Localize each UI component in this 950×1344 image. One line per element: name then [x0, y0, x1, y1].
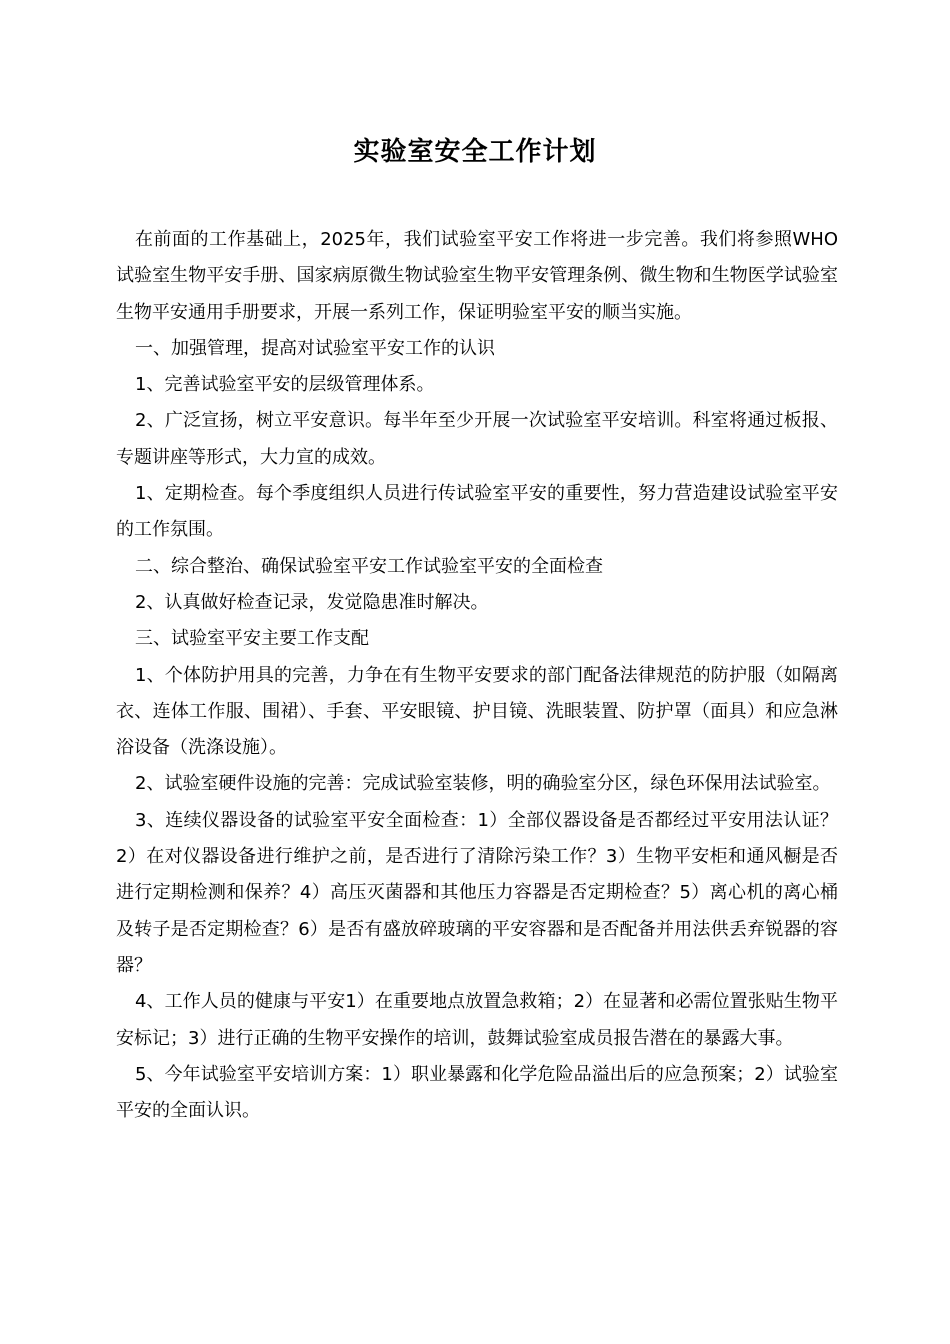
- document-body: [116, 222, 838, 1129]
- paragraph-item: 2、广泛宣扬，树立平安意识。每半年至少开展一次试验室平安培训。科室将通过板报、专题讲座等形式，大力宣的成效。: [116, 410, 838, 468]
- paragraph-item: 1、个体防护用具的完善，力争在有生物平安要求的部门配备法律规范的防护服（如隔离衣、连体工作服、围裙）、手套、平安眼镜、护目镜、洗眼装置、防护罩（面具）和应急淋浴设备（洗涤设施）。: [116, 664, 838, 759]
- paragraph-item: 2、试验室硬件设施的完善：完成试验室装修，明的确验室分区，绿色环保用法试验室。: [135, 773, 831, 795]
- paragraph-item: 5、今年试验室平安培训方案：1）职业暴露和化学危险品溢出后的应急预案；2）试验室平安的全面认识。: [116, 1063, 838, 1122]
- paragraph-item: 3、连续仪器设备的试验室平安全面检查：1）全部仪器设备是否都经过平安用法认证？2）在对仪器设备进行维护之前，是否进行了清除污染工作？3）生物平安柜和通风橱是否进行定期检测和保养？4）高压灭菌器和其他压力容器是否定期检查？5）离心机的离心桶及转子是否定期检查？6）是否有盛放碎玻璃的平安容器和是否配备并用法供丢弃锐器的容器？: [116, 809, 838, 976]
- section-heading-1: 一、加强管理，提高对试验室平安工作的认识: [135, 337, 495, 359]
- paragraph-item: 1、完善试验室平安的层级管理体系。: [135, 374, 435, 396]
- section-heading-3: 三、试验室平安主要工作支配: [135, 628, 369, 650]
- document-title: 实验室安全工作计划: [353, 137, 597, 167]
- paragraph-item: 2、认真做好检查记录，发觉隐患准时解决。: [135, 591, 489, 613]
- section-heading-2: 二、综合整治、确保试验室平安工作试验室平安的全面检查: [135, 555, 603, 577]
- paragraph-item: 1、定期检查。每个季度组织人员进行传试验室平安的重要性，努力营造建设试验室平安的工作氛围。: [116, 483, 838, 541]
- paragraph-item: 4、工作人员的健康与平安1）在重要地点放置急救箱；2）在显著和必需位置张贴生物平安标记；3）进行正确的生物平安操作的培训，鼓舞试验室成员报告潜在的暴露大事。: [116, 991, 838, 1049]
- paragraph-intro: 在前面的工作基础上，2025年，我们试验室平安工作将进一步完善。我们将参照WHO试验室生物平安手册、国家病原微生物试验室生物平安管理条例、微生物和生物医学试验室生物平安通用手册要求，开展一系列工作，保证明验室平安的顺当实施。: [116, 229, 838, 323]
